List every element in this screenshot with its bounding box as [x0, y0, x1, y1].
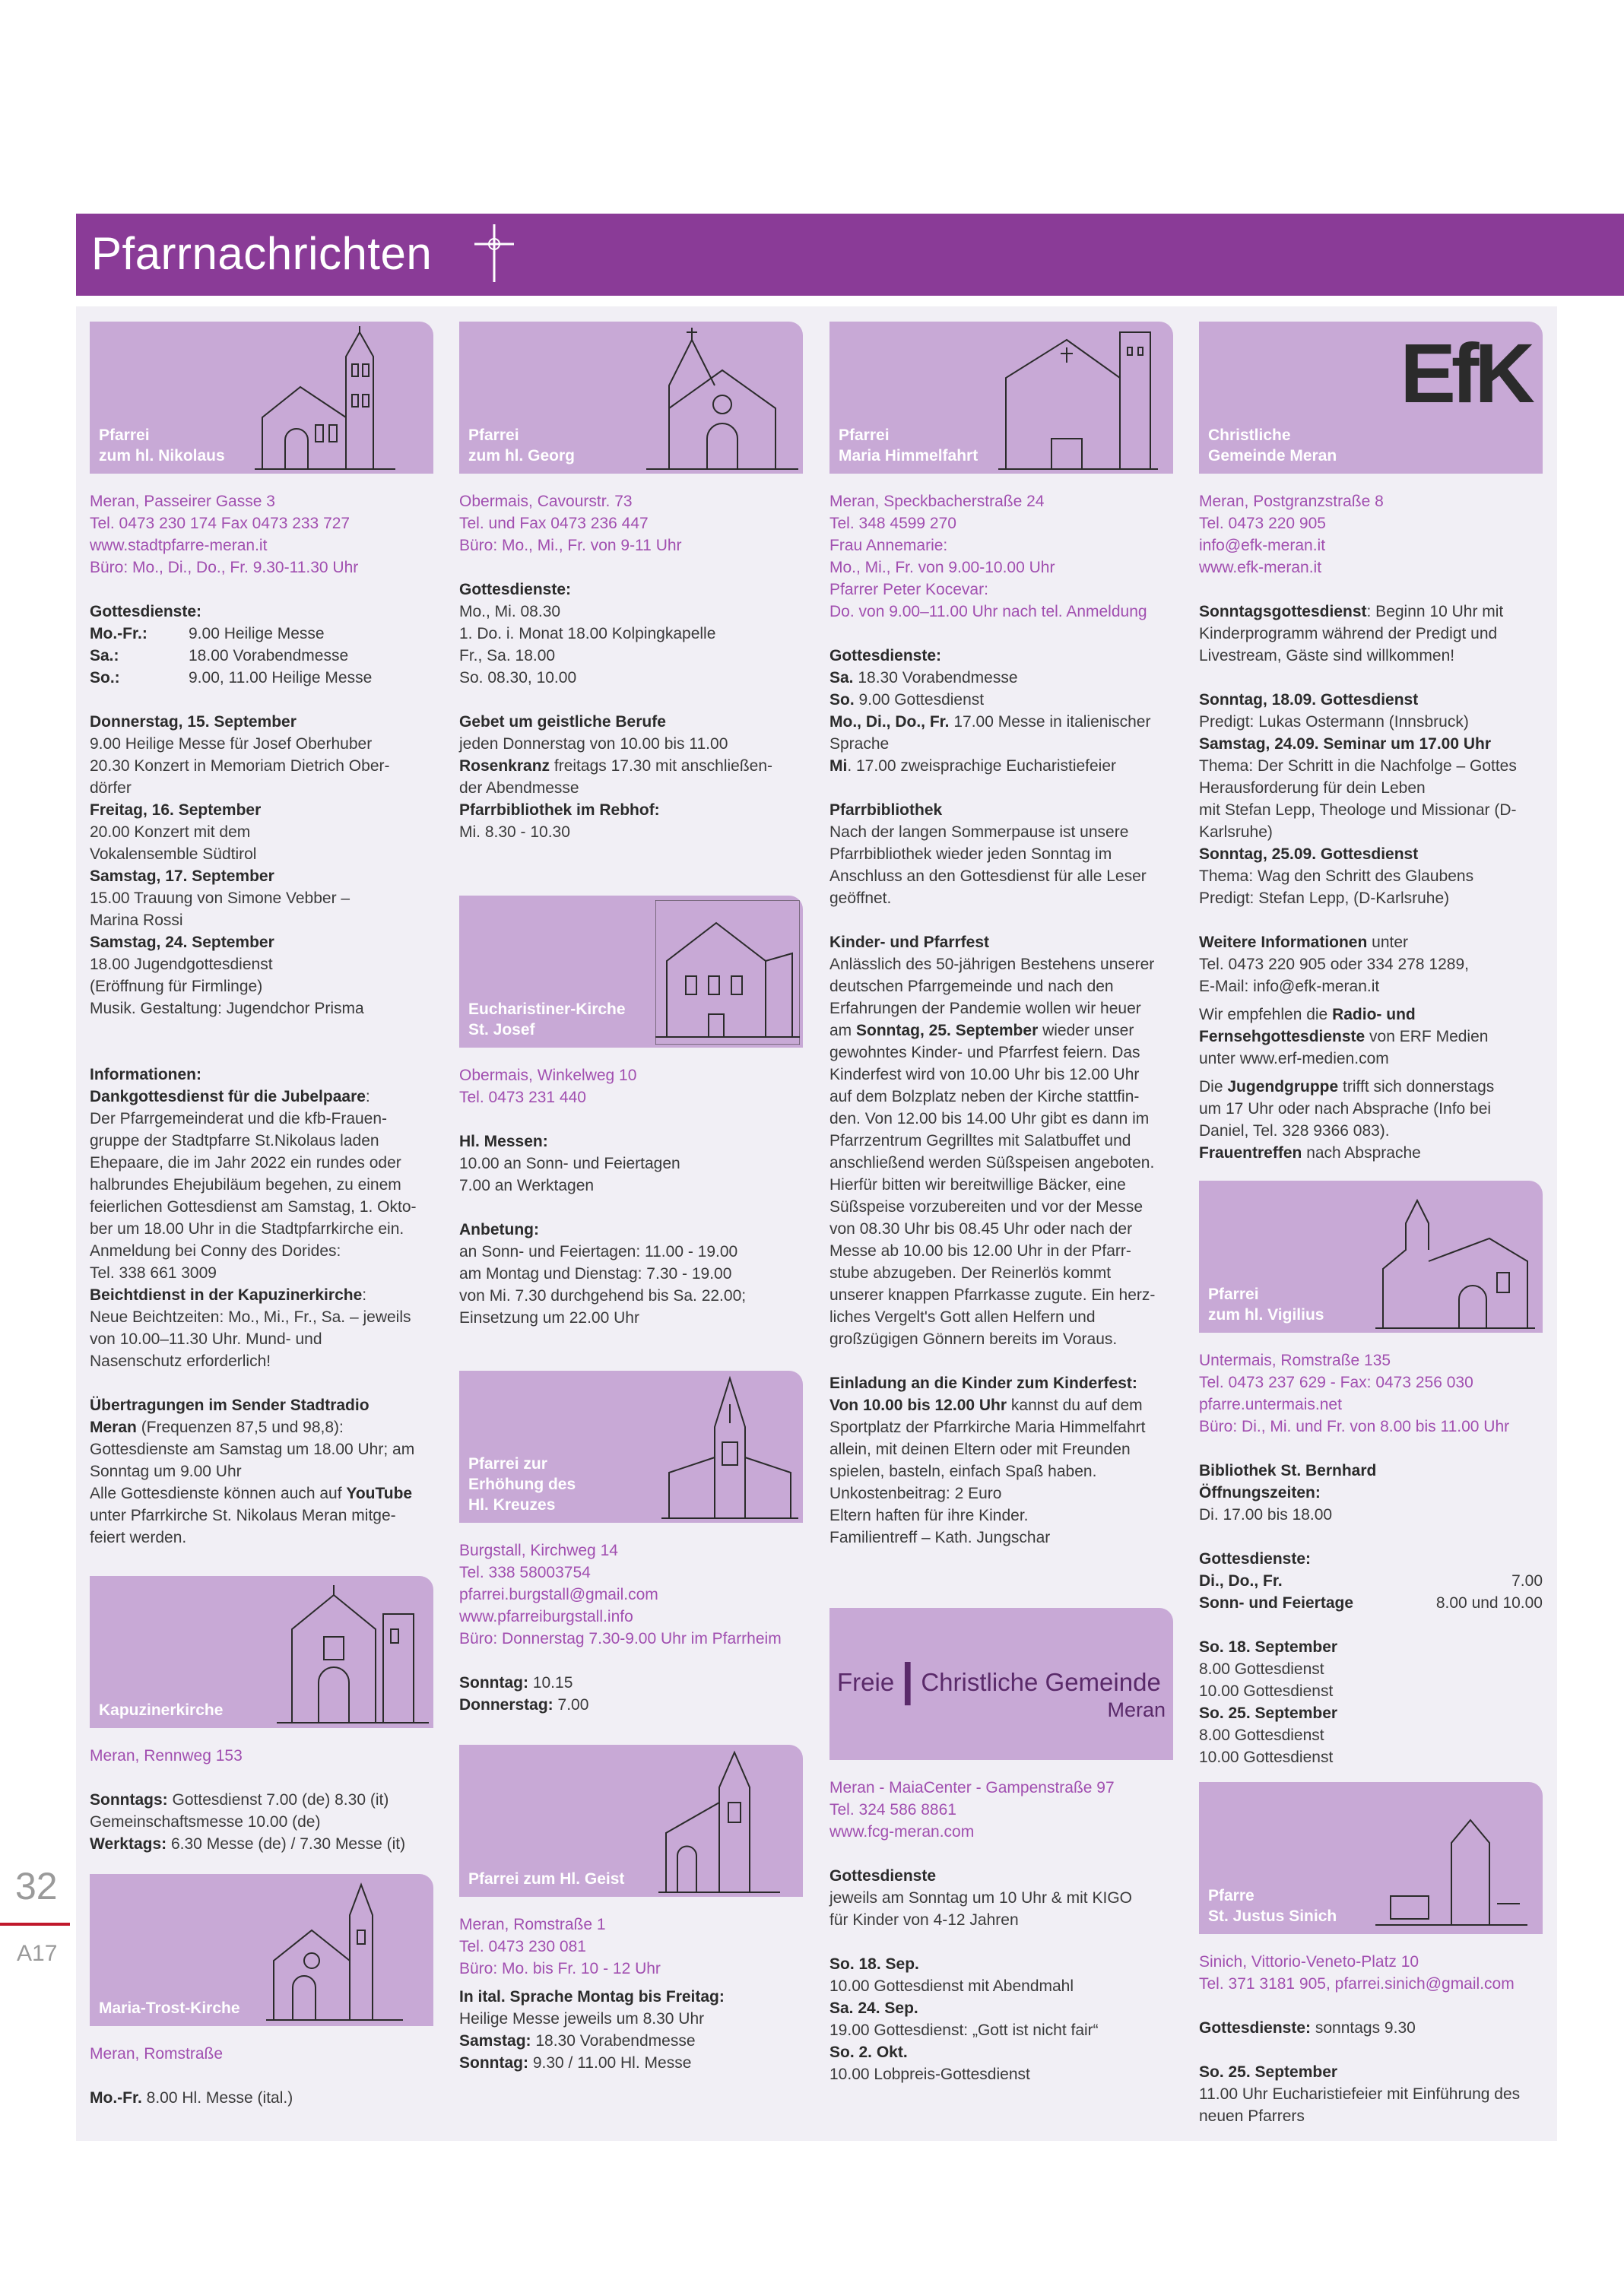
section-fcg-dates: So. 18. Sep. 10.00 Gottesdienst mit Abendmahl Sa. 24. Sep. 19.00 Gottesdienst: „Gott ist nicht fair“ So. 2. Okt. 10.00 Lobpreis-Gottesdienst [829, 1955, 1099, 2083]
church-georg-icon [646, 325, 798, 471]
church-vigilius-icon [1375, 1185, 1535, 1330]
fcg-logo: Freie | Christliche Gemeinde [837, 1654, 1161, 1705]
church-sinich-icon [1375, 1812, 1527, 1926]
column-4 [1199, 322, 1543, 2127]
section-geist-times: In ital. Sprache Montag bis Freitag: Heilige Messe jeweils um 8.30 Uhr Samstag: 18.30 Vorabendmesse Sonntag: 9.30 / 11.00 Hl. Messe [459, 1988, 725, 2072]
link-burgstall[interactable]: www.pfarreiburgstall.info [459, 1608, 633, 1625]
section-fcg-gottesdienste: Gottesdienste jeweils am Sonntag um 10 Uhr & mit KIGO für Kinder von 4-12 Jahren [829, 1867, 1132, 1929]
section-georg-gebet: Gebet um geistliche Berufe jeden Donnerstag von 10.00 bis 11.00 Rosenkranz freitags 17.30 mit anschließen- der Abendmesse Pfarrbibliothek im Rebhof: Mi. 8.30 - 10.30 [459, 713, 773, 841]
section-radio: Übertragungen im Sender Stadtradio Meran (Frequenzen 87,5 und 98,8): Gottesdienste am Samstag um 18.00 Uhr; am Sonntag um 9.00 Uhr Alle Gottesdienste können auch auf YouTube unter Pfarrkirche St. Nikolaus Meran mitge- feiert werden. [90, 1397, 415, 1546]
section-kreuz-times: Sonntag: 10.15 Donnerstag: 7.00 [459, 1674, 589, 1714]
section-sinich-dates: So. 25. September 11.00 Uhr Eucharistiefeier mit Einführung des neuen Pfarrers [1199, 2063, 1521, 2125]
contact-kreuz: Burgstall, Kirchweg 14 Tel. 338 58003754 pfarrei.burgstall@gmail.com www.pfarreiburgstall.info Büro: Donnerstag 7.30-9.00 Uhr im Pfarrheim [459, 1540, 803, 1650]
card-vigilius [1199, 1181, 1543, 1333]
email-efk[interactable]: info@efk-meran.it [1199, 537, 1326, 554]
section-efk-sonntag: Sonntagsgottesdienst: Beginn 10 Uhr mit Kinderprogramm während der Predigt und Livestream, Gäste sind willkommen! [1199, 603, 1504, 664]
card-nikolaus [90, 322, 433, 474]
section-himmelfahrt-gottesdienste: Gottesdienste: Sa. 18.30 Vorabendmesse So. 9.00 Gottesdienst Mo., Di., Do., Fr. 17.00 Messe in italienischer Sprache Mi. 17.00 zweisprachige Eucharistiefeier [829, 647, 1151, 775]
church-geist-icon [658, 1749, 780, 1894]
church-himmelfahrt-icon [998, 325, 1158, 471]
fcg-logo-city: Meran [1107, 1698, 1166, 1721]
card-label: Pfarrei zum hl. Nikolaus [99, 427, 225, 465]
section-efk-radio: Wir empfehlen die Radio- und Fernsehgottesdienste von ERF Medien unter www.erf-medien.com [1199, 1006, 1489, 1067]
section-vigilius-gottesdienste: Gottesdienste: Di., Do., Fr. 7.00 Sonn- und Feiertage 8.00 und 10.00 [1199, 1550, 1543, 1612]
page-number-divider [0, 1923, 70, 1926]
section-georg-gottesdienste: Gottesdienste: Mo., Mi. 08.30 1. Do. i. Monat 18.00 Kolpingkapelle Fr., Sa. 18.00 So. 08.30, 10.00 [459, 581, 716, 687]
card-label: Pfarrei Maria Himmelfahrt [839, 427, 979, 465]
card-label: Pfarrei zur Erhöhung des Hl. Kreuzes [468, 1455, 576, 1514]
card-label: Kapuzinerkirche [99, 1701, 224, 1719]
card-kreuz [459, 1371, 803, 1523]
page-number: 32 [15, 1865, 58, 1907]
section-maria-trost-times: Mo.-Fr. 8.00 Hl. Messe (ital.) [90, 2089, 293, 2107]
card-efk [1199, 322, 1543, 474]
email-burgstall[interactable]: pfarrei.burgstall@gmail.com [459, 1586, 658, 1603]
section-efk-jugend: Die Jugendgruppe trifft sich donnerstags um 17 Uhr oder nach Absprache (Info bei Daniel, Tel. 328 9366 083). Frauentreffen nach Absprache [1199, 1078, 1495, 1162]
card-label: Pfarrei zum Hl. Geist [468, 1870, 625, 1888]
column-3 [829, 322, 1173, 2085]
card-fcg [829, 1608, 1173, 1760]
church-maria-trost-icon [266, 1877, 403, 2022]
section-efk-info: Weitere Informationen unter Tel. 0473 220 905 oder 334 278 1289, E-Mail: info@efk-meran.it [1199, 934, 1469, 995]
card-label: Eucharistiner-Kirche St. Josef [468, 1000, 626, 1039]
card-label: Maria-Trost-Kirche [99, 1999, 240, 2017]
contact-vigilius: Untermais, Romstraße 135 Tel. 0473 237 629 - Fax: 0473 256 030 pfarre.untermais.net Büro: Di., Mi. und Fr. von 8.00 bis 11.00 Uhr [1199, 1349, 1543, 1438]
card-label: Pfarre St. Justus Sinich [1208, 1887, 1337, 1925]
section-kapuziner-times: Sonntags: Gottesdienst 7.00 (de) 8.30 (it) Gemeinschaftsmesse 10.00 (de) Werktags: 6.30 Messe (de) / 7.30 Messe (it) [90, 1791, 406, 1853]
link-stadtpfarre[interactable]: www.stadtpfarre-meran.it [90, 537, 268, 554]
card-label: Pfarrei zum hl. Vigilius [1208, 1286, 1324, 1324]
cross-icon [471, 223, 517, 284]
section-josef-anbetung: Anbetung: an Sonn- und Feiertagen: 11.00 - 19.00 am Montag und Dienstag: 7.30 - 19.00 von Mi. 7.30 durchgehend bis Sa. 22.00; Einsetzung um 22.00 Uhr [459, 1221, 747, 1327]
link-efk[interactable]: www.efk-meran.it [1199, 559, 1322, 576]
church-kapuziner-icon [277, 1584, 429, 1724]
edition-code: A17 [17, 1941, 58, 1966]
section-einladung: Einladung an die Kinder zum Kinderfest: Von 10.00 bis 12.00 Uhr kannst du auf dem Sportplatz der Pfarrkirche Maria Himmelfahrt allein, mit deinen Eltern oder mit Freunden spielen, basteln, einfach Spaß haben. Unkostenbeitrag: 2 Euro Eltern haften für ihre Kinder. Familientreff – Kath. Jungschar [829, 1375, 1146, 1546]
section-efk-events: Sonntag, 18.09. Gottesdienst Predigt: Lukas Ostermann (Innsbruck) Samstag, 24.09. Seminar um 17.00 Uhr Thema: Der Schritt in die Nachfolge – Gottes Herausforderung für dein Leben mit Stefan Lepp, Theologe und Missionar (D- Karlsruhe) Sonntag, 25.09. Gottesdienst Thema: Wag den Schritt des Glaubens Predigt: Stefan Lepp, (D-Karlsruhe) [1199, 691, 1517, 907]
contact-geist: Meran, Romstraße 1 Tel. 0473 230 081 Büro: Mo. bis Fr. 10 - 12 Uhr [459, 1916, 661, 1977]
section-sinich-gottesdienste: Gottesdienste: sonntags 9.30 [1199, 2019, 1416, 2037]
efk-logo: EfK [1400, 327, 1530, 420]
section-vigilius-dates: So. 18. September 8.00 Gottesdienst 10.00 Gottesdienst So. 25. September 8.00 Gottesdienst 10.00 Gottesdienst [1199, 1638, 1338, 1766]
contact-maria-trost: Meran, Romstraße [90, 2045, 224, 2063]
contact-sinich: Sinich, Vittorio-Veneto-Platz 10 Tel. 371 3181 905, pfarrei.sinich@gmail.com [1199, 1953, 1515, 1993]
card-josef [459, 896, 803, 1048]
section-bibliothek: Bibliothek St. Bernhard Öffnungszeiten: Di. 17.00 bis 18.00 [1199, 1462, 1377, 1524]
church-josef-icon [655, 900, 800, 1045]
contact-himmelfahrt: Meran, Speckbacherstraße 24 Tel. 348 4599 270 Frau Annemarie: Mo., Mi., Fr. von 9.00-10.00 Uhr Pfarrer Peter Kocevar: Do. von 9.00–11.00 Uhr nach tel. Anmeldung [829, 493, 1147, 620]
page-title: Pfarrnachrichten [91, 228, 433, 279]
contact-kapuziner: Meran, Rennweg 153 [90, 1747, 243, 1765]
card-georg [459, 322, 803, 474]
link-untermais[interactable]: pfarre.untermais.net [1199, 1396, 1342, 1413]
section-informationen: Informationen: Dankgottesdienst für die Jubelpaare: Der Pfarrgemeinderat und die kfb-Frauen- gruppe der Stadtpfarre St.Nikolaus laden Ehepaare, die im Jahr 2022 ein rundes oder halbrundes Ehejubiläum begehen, zu einem feierlichen Gottesdienst am Samstag, 1. Okto- ber um 18.00 Uhr in die Stadtpfarrkirche ein. Anmeldung bei Conny des Dorides: Tel. 338 661 3009 Beichtdienst in der Kapuzinerkirche: Neue Beichtzeiten: Mo., Mi., Fr., Sa. – jeweils von 10.00–11.30 Uhr. Mund- und Nasenschutz erforderlich! [90, 1066, 417, 1370]
column-1 [90, 322, 433, 2109]
section-dates: Donnerstag, 15. September 9.00 Heilige Messe für Josef Oberhuber 20.30 Konzert in Memoriam Dietrich Ober- dörfer Freitag, 16. September 20.00 Konzert mit dem Vokalensemble Südtirol Samstag, 17. September 15.00 Trauung von Simone Vebber – Marina Rossi Samstag, 24. September 18.00 Jugendgottesdienst (Eröffnung für Firmlinge) Musik. Gestaltung: Jugendchor Prisma [90, 713, 390, 1017]
card-sinich [1199, 1782, 1543, 1934]
card-kapuziner [90, 1576, 433, 1728]
link-fcg[interactable]: www.fcg-meran.com [829, 1823, 975, 1841]
church-nikolaus-icon [255, 326, 395, 471]
contact-georg: Obermais, Cavourstr. 73 Tel. und Fax 0473 236 447 Büro: Mo., Mi., Fr. von 9-11 Uhr [459, 493, 682, 554]
section-pfarrfest: Kinder- und Pfarrfest Anlässlich des 50-jährigen Bestehens unserer deutschen Pfarrgemeinde und nach den Erfahrungen der Pandemie wollen wir heuer am Sonntag, 25. September wieder unser gewohntes Kinder- und Pfarrfest feiern. Das Kinderfest wird von 10.00 Uhr bis 12.00 Uhr auf dem Bolzplatz neben der Kirche stattfin- den. Von 12.00 bis 14.00 Uhr gibt es dann im Pfarrzentrum Gegrilltes mit Salatbuffet und anschließend werden Süßspeisen angeboten. Hierfür bitten wir bereitwillige Bäcker, eine Süßspeise vorzubereiten und vor der Messe von 08.30 Uhr bis 08.45 Uhr oder nach der Messe ab 10.00 bis 12.00 Uhr in der Pfarr- stube abzugeben. Der Reinerlös kommt unserer knappen Pfarrkasse zugute. Ein herz- liches Vergelt's Gott allen Helfern und großzügigen Gönnern bereits im Voraus. [829, 934, 1156, 1348]
section-gottesdienste: Gottesdienste: Mo.-Fr.: 9.00 Heilige Messe Sa.: 18.00 Vorabendmesse So.: 9.00, 11.00 Heilige Messe [90, 603, 373, 687]
contact-efk: Meran, Postgranzstraße 8 Tel. 0473 220 905 info@efk-meran.it www.efk-meran.it [1199, 490, 1543, 579]
contact-nikolaus: Meran, Passeirer Gasse 3 Tel. 0473 230 174 Fax 0473 233 727 www.stadtpfarre-meran.it Büro: Mo., Di., Do., Fr. 9.30-11.30 Uhr [90, 490, 433, 579]
card-geist [459, 1745, 803, 1897]
header-banner [76, 214, 1624, 296]
contact-josef: Obermais, Winkelweg 10 Tel. 0473 231 440 [459, 1067, 637, 1106]
column-2 [459, 322, 803, 2074]
card-maria-trost [90, 1874, 433, 2026]
contact-fcg: Meran - MaiaCenter - Gampenstraße 97 Tel. 324 586 8861 www.fcg-meran.com [829, 1777, 1173, 1843]
section-pfarrbibliothek: Pfarrbibliothek Nach der langen Sommerpause ist unsere Pfarrbibliothek wieder jeden Sonntag im Anschluss an den Gottesdienst für alle Leser geöffnet. [829, 801, 1147, 907]
section-josef-messen: Hl. Messen: 10.00 an Sonn- und Feiertagen 7.00 an Werktagen [459, 1133, 680, 1194]
card-label: Pfarrei zum hl. Georg [468, 427, 576, 465]
card-label: Christliche Gemeinde Meran [1208, 427, 1337, 465]
church-kreuz-icon [661, 1374, 798, 1520]
card-himmelfahrt [829, 322, 1173, 474]
